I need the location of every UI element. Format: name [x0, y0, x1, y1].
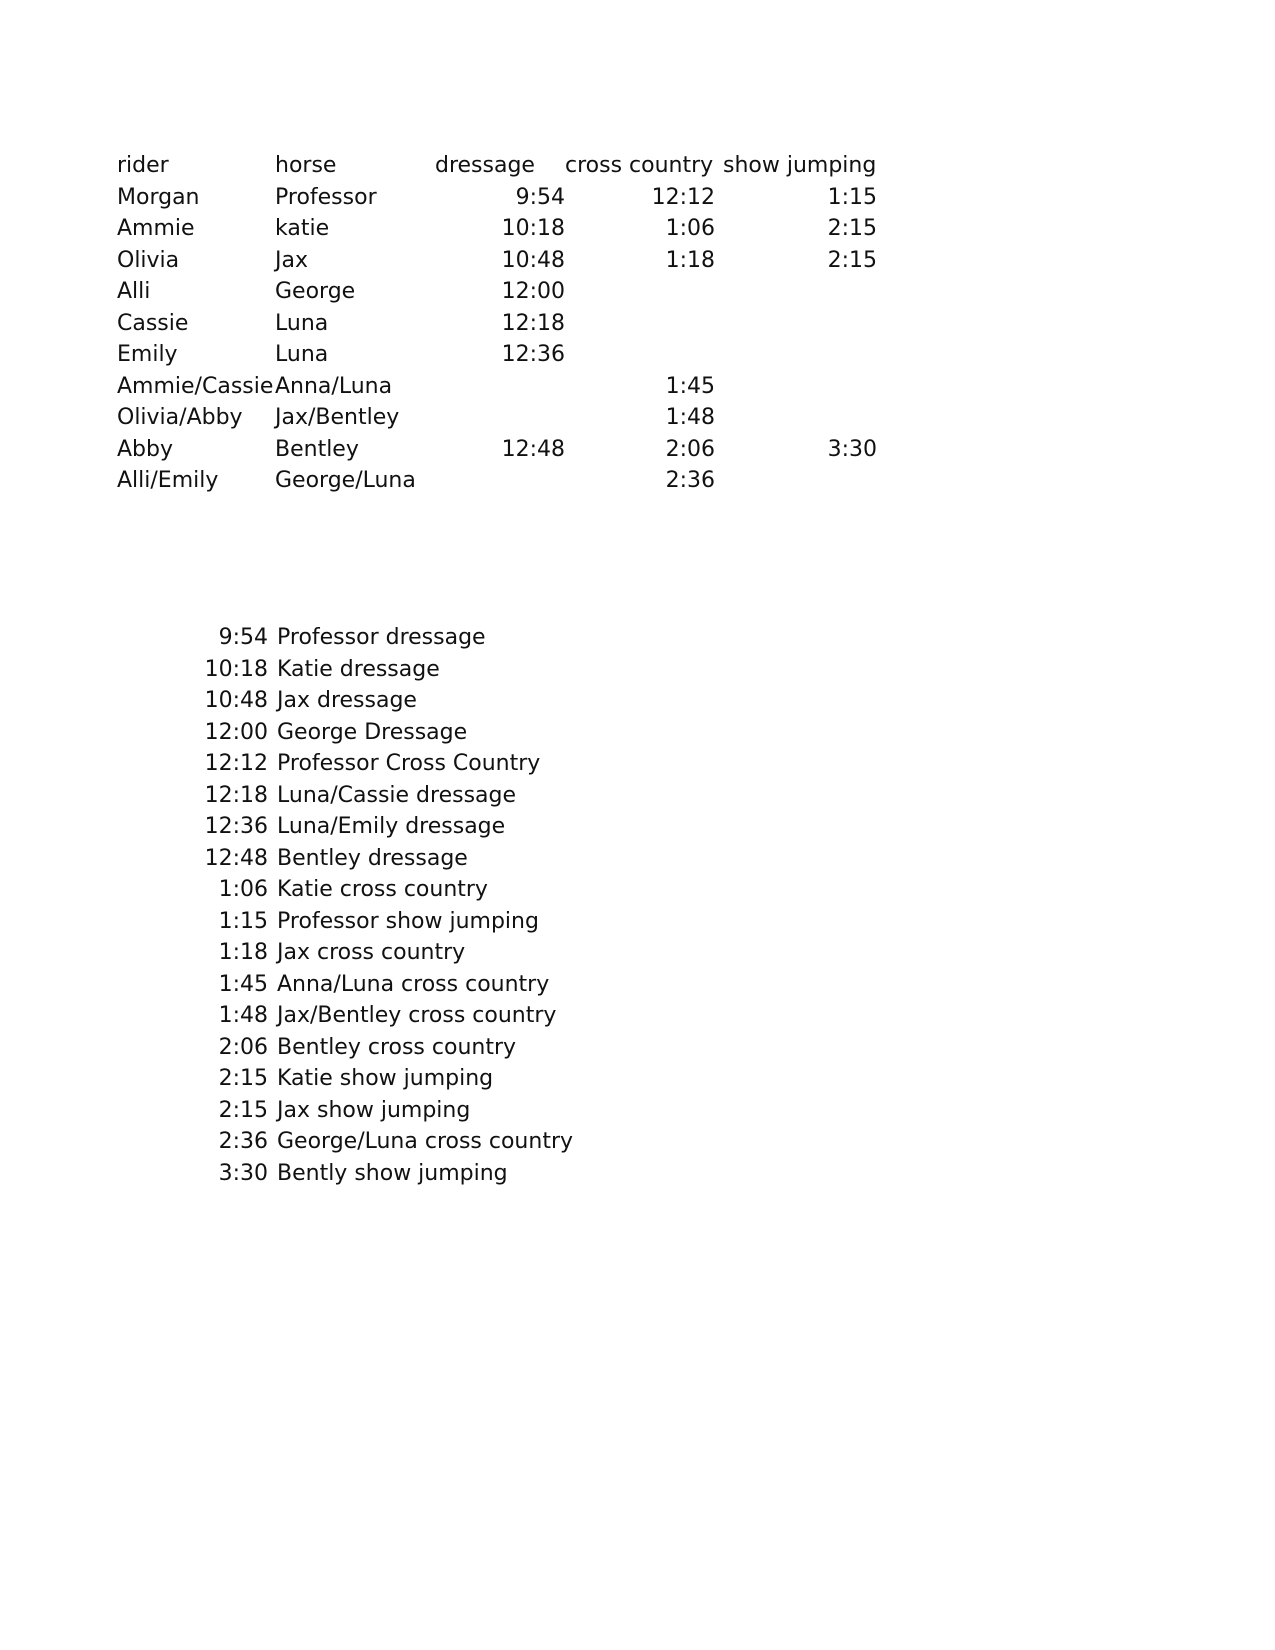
schedule-row — [200, 906, 573, 938]
schedule-event: Jax show jumping — [277, 1097, 471, 1123]
cell-show-jumping: 1:15 — [827, 184, 877, 210]
schedule-row — [200, 1126, 573, 1158]
cell-dressage — [435, 465, 565, 497]
cell-show-jumping — [715, 308, 877, 340]
cell-horse: Jax — [275, 247, 308, 273]
schedule-time: 1:06 — [218, 877, 268, 902]
cell-dressage: 12:00 — [501, 279, 565, 304]
schedule-time: 12:12 — [204, 751, 268, 776]
schedule-event: Anna/Luna cross country — [277, 971, 550, 997]
schedule-event: Bentley cross country — [277, 1034, 517, 1060]
schedule-time: 10:18 — [204, 656, 268, 682]
cell-dressage: 9:54 — [515, 184, 565, 210]
cell-rider: Emily — [117, 342, 178, 367]
schedule-event: Professor Cross Country — [277, 751, 541, 776]
cell-cross-country — [565, 339, 715, 371]
table-row — [117, 371, 877, 403]
schedule-row — [200, 811, 573, 843]
schedule-time: 1:15 — [218, 908, 268, 934]
schedule-event: Professor show jumping — [277, 908, 539, 934]
cell-rider: Ammie — [117, 216, 195, 241]
cell-dressage — [435, 402, 565, 434]
table-row — [117, 182, 877, 214]
schedule-event: George Dressage — [277, 719, 468, 745]
schedule-row — [200, 654, 573, 686]
header-dressage: dressage — [435, 153, 535, 178]
cell-cross-country: 1:06 — [665, 216, 715, 241]
cell-rider: Ammie/Cassie — [117, 373, 274, 399]
header-cross-country: cross country — [565, 153, 714, 178]
cell-rider: Cassie — [117, 310, 189, 336]
cell-show-jumping — [715, 465, 877, 497]
header-horse: horse — [275, 153, 337, 178]
schedule-row — [200, 780, 573, 812]
table-row — [117, 308, 877, 340]
schedule-time: 1:48 — [218, 1003, 268, 1028]
table-row — [117, 245, 877, 277]
cell-horse: Luna — [275, 342, 329, 367]
cell-dressage: 12:48 — [501, 436, 565, 462]
schedule-time: 3:30 — [218, 1160, 268, 1186]
schedule-event: Bentley dressage — [277, 845, 468, 871]
cell-show-jumping — [715, 339, 877, 371]
cell-cross-country: 1:18 — [665, 247, 715, 273]
schedule-row — [200, 1000, 573, 1032]
schedule-row — [200, 622, 573, 654]
schedule-table — [117, 150, 877, 497]
cell-horse: George — [275, 279, 356, 304]
schedule-row — [200, 748, 573, 780]
schedule-time: 9:54 — [218, 625, 268, 650]
cell-horse: Jax/Bentley — [275, 405, 400, 430]
table-row — [117, 276, 877, 308]
cell-rider: Olivia/Abby — [117, 405, 243, 430]
cell-rider: Olivia — [117, 247, 180, 273]
schedule-time: 2:15 — [218, 1066, 268, 1091]
schedule-row — [200, 937, 573, 969]
schedule-time: 1:45 — [218, 971, 268, 997]
cell-horse: George/Luna — [275, 468, 416, 493]
chronological-schedule — [200, 622, 573, 1189]
schedule-row — [200, 969, 573, 1001]
cell-rider: Alli/Emily — [117, 468, 219, 493]
cell-rider: Morgan — [117, 184, 200, 210]
schedule-time: 2:36 — [218, 1129, 268, 1154]
cell-dressage: 10:18 — [501, 216, 565, 241]
schedule-event: Katie dressage — [277, 656, 440, 682]
cell-show-jumping — [715, 276, 877, 308]
schedule-row — [200, 874, 573, 906]
cell-show-jumping: 3:30 — [827, 436, 877, 462]
schedule-row — [200, 717, 573, 749]
cell-rider: Alli — [117, 279, 151, 304]
cell-cross-country: 2:06 — [665, 436, 715, 462]
schedule-time: 12:36 — [204, 814, 268, 839]
cell-horse: Luna — [275, 310, 329, 336]
cell-horse: Anna/Luna — [275, 373, 393, 399]
schedule-event: Luna/Emily dressage — [277, 814, 506, 839]
cell-cross-country: 12:12 — [651, 184, 715, 210]
table-row — [117, 465, 877, 497]
schedule-event: Professor dressage — [277, 625, 486, 650]
cell-horse: katie — [275, 216, 330, 241]
cell-cross-country: 2:36 — [665, 468, 715, 493]
schedule-time: 2:06 — [218, 1034, 268, 1060]
table-row — [117, 402, 877, 434]
cell-rider: Abby — [117, 436, 173, 462]
table-row — [117, 213, 877, 245]
table-row — [117, 339, 877, 371]
schedule-time: 1:18 — [218, 940, 268, 965]
table-header-row — [117, 150, 877, 182]
schedule-event: Katie cross country — [277, 877, 488, 902]
schedule-row — [200, 1095, 573, 1127]
cell-show-jumping — [715, 402, 877, 434]
cell-horse: Bentley — [275, 436, 359, 462]
schedule-event: Jax cross country — [277, 940, 466, 965]
cell-cross-country — [565, 276, 715, 308]
schedule-event: Luna/Cassie dressage — [277, 782, 517, 808]
cell-cross-country: 1:45 — [665, 373, 715, 399]
schedule-event: Katie show jumping — [277, 1066, 494, 1091]
schedule-event: George/Luna cross country — [277, 1129, 574, 1154]
cell-dressage: 12:36 — [501, 342, 565, 367]
header-rider: rider — [117, 153, 169, 178]
schedule-row — [200, 685, 573, 717]
cell-dressage: 12:18 — [501, 310, 565, 336]
cell-cross-country: 1:48 — [665, 405, 715, 430]
schedule-time: 12:00 — [204, 719, 268, 745]
schedule-time: 12:48 — [204, 845, 268, 871]
cell-show-jumping: 2:15 — [827, 247, 877, 273]
schedule-event: Jax dressage — [277, 688, 417, 713]
schedule-time: 12:18 — [204, 782, 268, 808]
cell-dressage: 10:48 — [501, 247, 565, 273]
cell-cross-country — [565, 308, 715, 340]
schedule-time: 10:48 — [204, 688, 268, 713]
cell-dressage — [435, 371, 565, 403]
schedule-row — [200, 1063, 573, 1095]
schedule-time: 2:15 — [218, 1097, 268, 1123]
cell-horse: Professor — [275, 184, 377, 210]
schedule-row — [200, 1032, 573, 1064]
schedule-event: Jax/Bentley cross country — [277, 1003, 557, 1028]
schedule-row — [200, 1158, 573, 1190]
table-row — [117, 434, 877, 466]
schedule-row — [200, 843, 573, 875]
cell-show-jumping — [715, 371, 877, 403]
schedule-event: Bently show jumping — [277, 1160, 508, 1186]
cell-show-jumping: 2:15 — [827, 216, 877, 241]
header-show-jumping: show jumping — [723, 153, 877, 178]
